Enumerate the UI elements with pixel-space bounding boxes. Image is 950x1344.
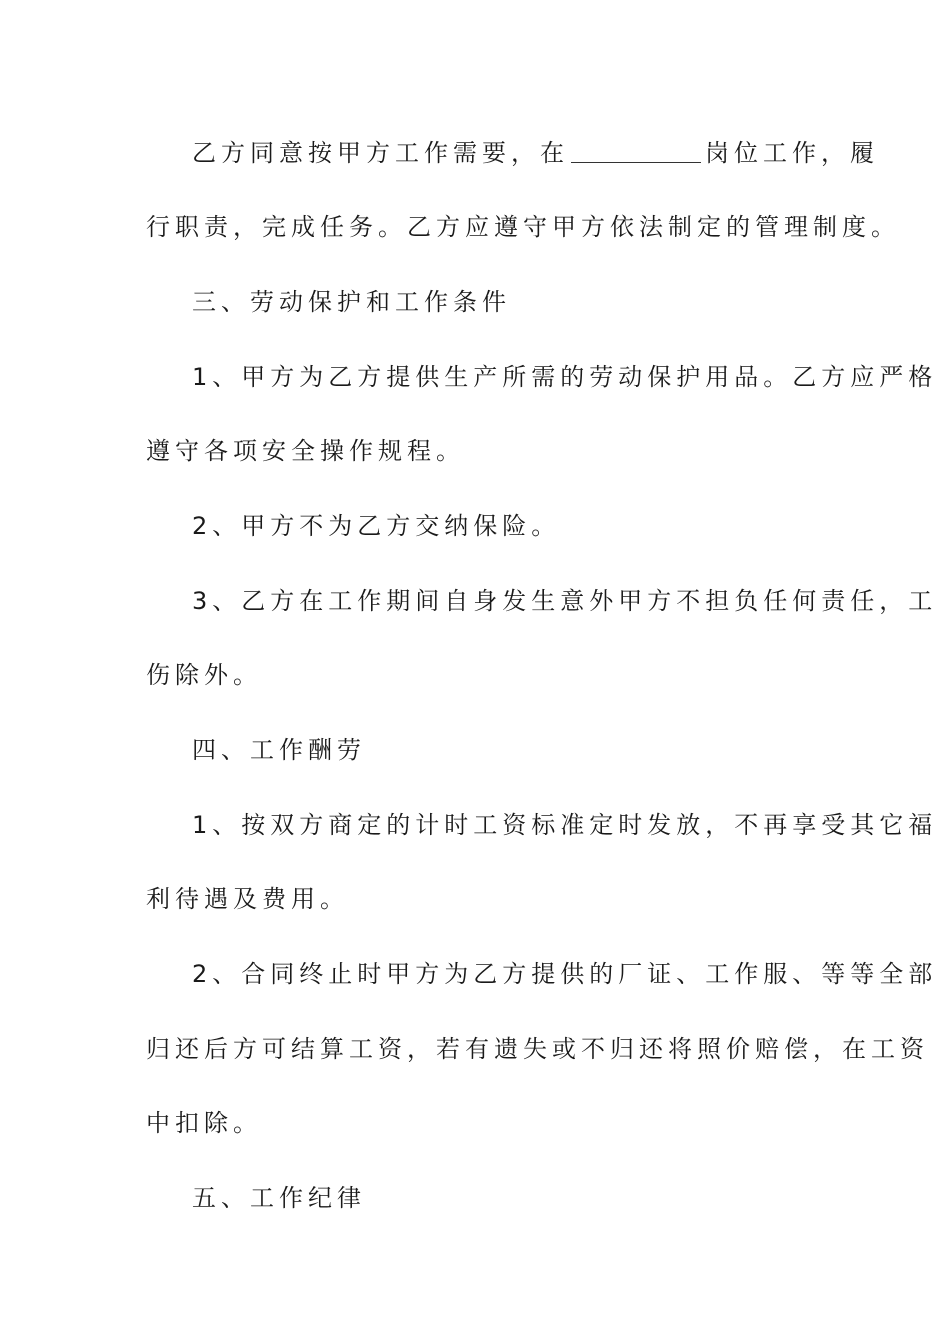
blank-position-field bbox=[571, 140, 701, 163]
text-line: 遵守各项安全操作规程。 bbox=[146, 437, 465, 465]
text-line: 2、甲方不为乙方交纳保险。 bbox=[192, 512, 561, 540]
text-line: 中扣除。 bbox=[146, 1109, 262, 1137]
section-heading-labor-protection: 三、劳动保护和工作条件 bbox=[192, 288, 511, 316]
text-line: 1、甲方为乙方提供生产所需的劳动保护用品。乙方应严格 bbox=[192, 363, 938, 391]
text-line: 伤除外。 bbox=[146, 661, 262, 689]
text-line: 岗位工作，履 bbox=[705, 139, 879, 167]
paragraph-job-position bbox=[0, 138, 950, 168]
text-line: 利待遇及费用。 bbox=[146, 885, 349, 913]
text-line: 乙方同意按甲方工作需要，在 bbox=[192, 139, 569, 167]
text-line: 1、按双方商定的计时工资标准定时发放，不再享受其它福 bbox=[192, 811, 938, 839]
text-line: 归还后方可结算工资，若有遗失或不归还将照价赔偿，在工资 bbox=[146, 1035, 929, 1063]
section-heading-work-discipline: 五、工作纪律 bbox=[192, 1184, 366, 1212]
text-line: 2、合同终止时甲方为乙方提供的厂证、工作服、等等全部 bbox=[192, 960, 938, 988]
section-heading-remuneration: 四、工作酬劳 bbox=[192, 736, 366, 764]
text-line: 行职责，完成任务。乙方应遵守甲方依法制定的管理制度。 bbox=[146, 213, 900, 241]
text-line: 3、乙方在工作期间自身发生意外甲方不担负任何责任，工 bbox=[192, 587, 938, 615]
